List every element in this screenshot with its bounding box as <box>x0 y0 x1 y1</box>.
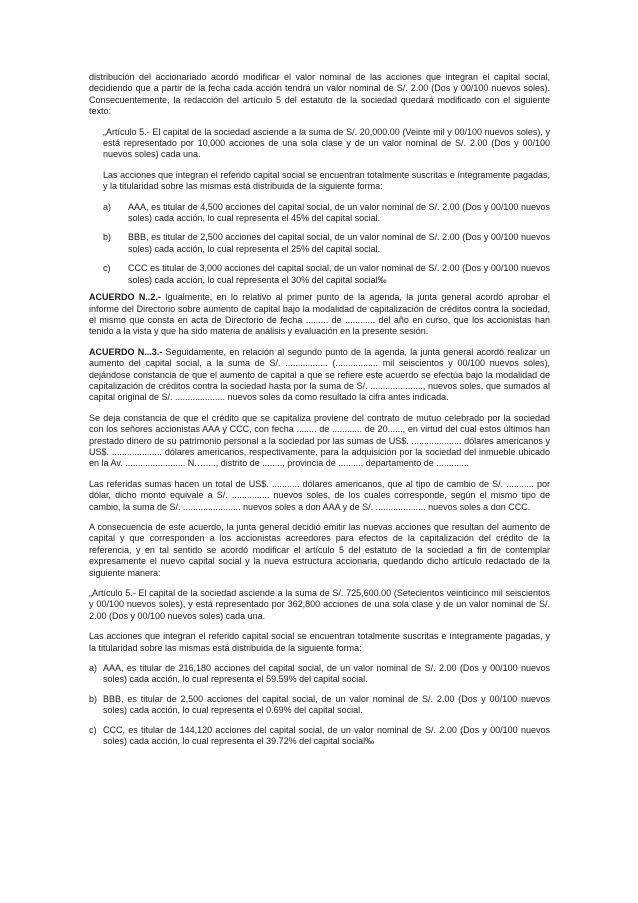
list-item-text: CCC, es titular de 144,120 acciones del capital social, de un valor nominal de S/. 2.00 (Dos y 00/100 nuevos soles) cada acción, lo cual representa el 39.72% del capital social‰ <box>103 724 550 747</box>
list-item-text: BBB, es titular de 2,500 acciones del capital social, de un valor nominal de S/. 2.00 (Dos y 00/100 nuevos soles) cada acción, lo cual representa el 0.69% del capital social. <box>103 693 550 716</box>
list-marker: b) <box>103 232 112 243</box>
list-item-aaa-nuevo <box>89 663 550 686</box>
quote-articulo-5-nuevo: „Artículo 5.- El capital de la sociedad asciende a la suma de S/. 725,600.00 (Setecientos veinticinco mil seiscientos y 00/100 nuevos soles), y está representado por 362,800 acciones de una sola clase y de un valor nominal de S/. 2.00 (Dos y 00/100 nuevos soles) cada una. <box>89 588 550 621</box>
list-marker: a) <box>89 663 98 674</box>
paragraph-consecuencia: A consecuencia de este acuerdo, la junta general decidió emitir las nuevas acciones que resultan del aumento de capital y que corresponden a los accionistas acreedores para efectos de la capitalización del crédito de la referencia, y en tal sentido se acordó modificar el artículo 5 del estatuto de la sociedad a fin de contemplar expresamente el nuevo capital social y la nueva estructura accionaria, quedando dicho artículo redactado de la siguiente manera: <box>89 522 550 578</box>
paragraph-distribucion: distribución del accionariado acordó modificar el valor nominal de las acciones que integran el capital social, decidiendo que a partir de la fecha cada acción tendrá un valor nominal de S/. 2.00 (Dos y 00/100 nuevos soles). Consecuentemente, la redacción del artículo 5 del estatuto de la sociedad quedará modificado con el siguiente texto: <box>89 72 550 117</box>
list-marker: b) <box>89 693 98 704</box>
list-item-bbb-nuevo <box>89 694 550 717</box>
document-page <box>89 72 550 756</box>
list-marker: a) <box>103 201 112 212</box>
list-item-aaa <box>89 202 550 225</box>
paragraph-constancia: Se deja constancia de que el crédito que se capitaliza proviene del contrato de mutuo celebrado por la sociedad con los señores accionistas AAA y CCC, con fecha ........ de ............ de 20......, en virtud del cual estos últimos han prestado dinero de su patrimonio personal a la sociedad por las sumas de US$. .................... dólares americanos y US$. .................... dólares americanos, respectivamente, para la adquisición por la sociedad del inmueble ubicado en la Av. ........................ N.…...., distrito de ........, provincia de ........., departamento de ............. <box>89 412 550 469</box>
list-marker: c) <box>89 724 97 735</box>
quote-acciones-integran-nuevo: Las acciones que integran el referido capital social se encuentran totalmente suscritas e íntegramente pagadas, y la titularidad sobre las mismas está distribuida de la siguiente forma: <box>89 631 550 653</box>
list-item-ccc-nuevo <box>89 725 550 748</box>
acuerdo-2-text: Igualmente, en lo relativo al primer punto de la agenda, la junta general acordó aprobar el informe del Directorio sobre aumento de capital bajo la modalidad de capitalización de créditos contra la sociedad, el mismo que consta en acta de Directorio de fecha ......... de ............ del año en curso, que los accionistas han tenido a la vista y que ha sido materia de análisis y evaluación en la presente sesión. <box>89 292 550 337</box>
list-marker: c) <box>103 263 111 274</box>
paragraph-acuerdo-2 <box>89 292 550 338</box>
quote-articulo-5-original: „Artículo 5.- El capital de la sociedad asciende a la suma de S/. 20,000.00 (Veinte mil y 00/100 nuevos soles), y está representado por 10,000 acciones de una sola clase y de un valor nominal de S/. 2.00 (Dos y 00/100 nuevos soles) cada una. <box>103 126 550 160</box>
list-item-bbb <box>89 232 550 255</box>
list-item-text: AAA, es titular de 4,500 acciones del capital social, de un valor nominal de S/. 2.00 (Dos y 00/100 nuevos soles) cada acción, lo cual representa el 45% del capital social. <box>128 201 550 224</box>
list-item-ccc <box>89 263 550 286</box>
list-item-text: CCC es titular de 3,000 acciones del capital social, de un valor nominal de S/. 2.00 (Dos y 00/100 nuevos soles) cada acción, lo cual representa el 30% del capital social‰ <box>128 263 550 285</box>
list-item-text: BBB, es titular de 2,500 acciones del capital social, de un valor nominal de S/. 2.00 (Dos y 00/100 nuevos soles) cada acción, lo cual representa el 25% del capital social. <box>128 232 550 254</box>
acuerdo-3-text: Seguidamente, en relación al segundo punto de la agenda, la junta general acordó realizar un aumento del capital social, a la suma de S/. ................. (................. mil seiscientos y 00/100 nuevos soles), dejándose constancia de que el aumento de capital a que se refiere este acuerdo se efectúa bajo la modalidad de capitalización de créditos contra la sociedad hasta por la suma de S/. ....................., nuevos soles, que sumados al capital original de S/. .................... nuevos soles da como resultado la cifra antes indicada. <box>89 346 550 403</box>
paragraph-sumas: Las referidas sumas hacen un total de US$. ........... dólares americanos, que al tipo de cambio de S/. ........... por dólar, dicho monto equivale a S/. ............... nuevos soles, de los cuales corresponde, según el mismo tipo de cambio, la suma de S/. ....................... nuevos soles a don AAA y de S/. .................... nuevos soles a don CCC. <box>89 478 550 512</box>
acuerdo-2-heading: ACUERDO N..2.- <box>89 292 161 303</box>
paragraph-acuerdo-3 <box>89 347 550 404</box>
acuerdo-3-heading: ACUERDO N...3.- <box>89 346 163 357</box>
quote-acciones-integran: Las acciones que integran el referido capital social se encuentran totalmente suscritas e íntegramente pagadas, y la titularidad sobre las mismas está distribuida de la siguiente forma: <box>103 169 550 192</box>
list-item-text: AAA, es titular de 216,180 acciones del capital social, de un valor nominal de S/. 2.00 (Dos y 00/100 nuevos soles) cada acción, lo cual representa el 59.59% del capital social. <box>103 663 550 685</box>
